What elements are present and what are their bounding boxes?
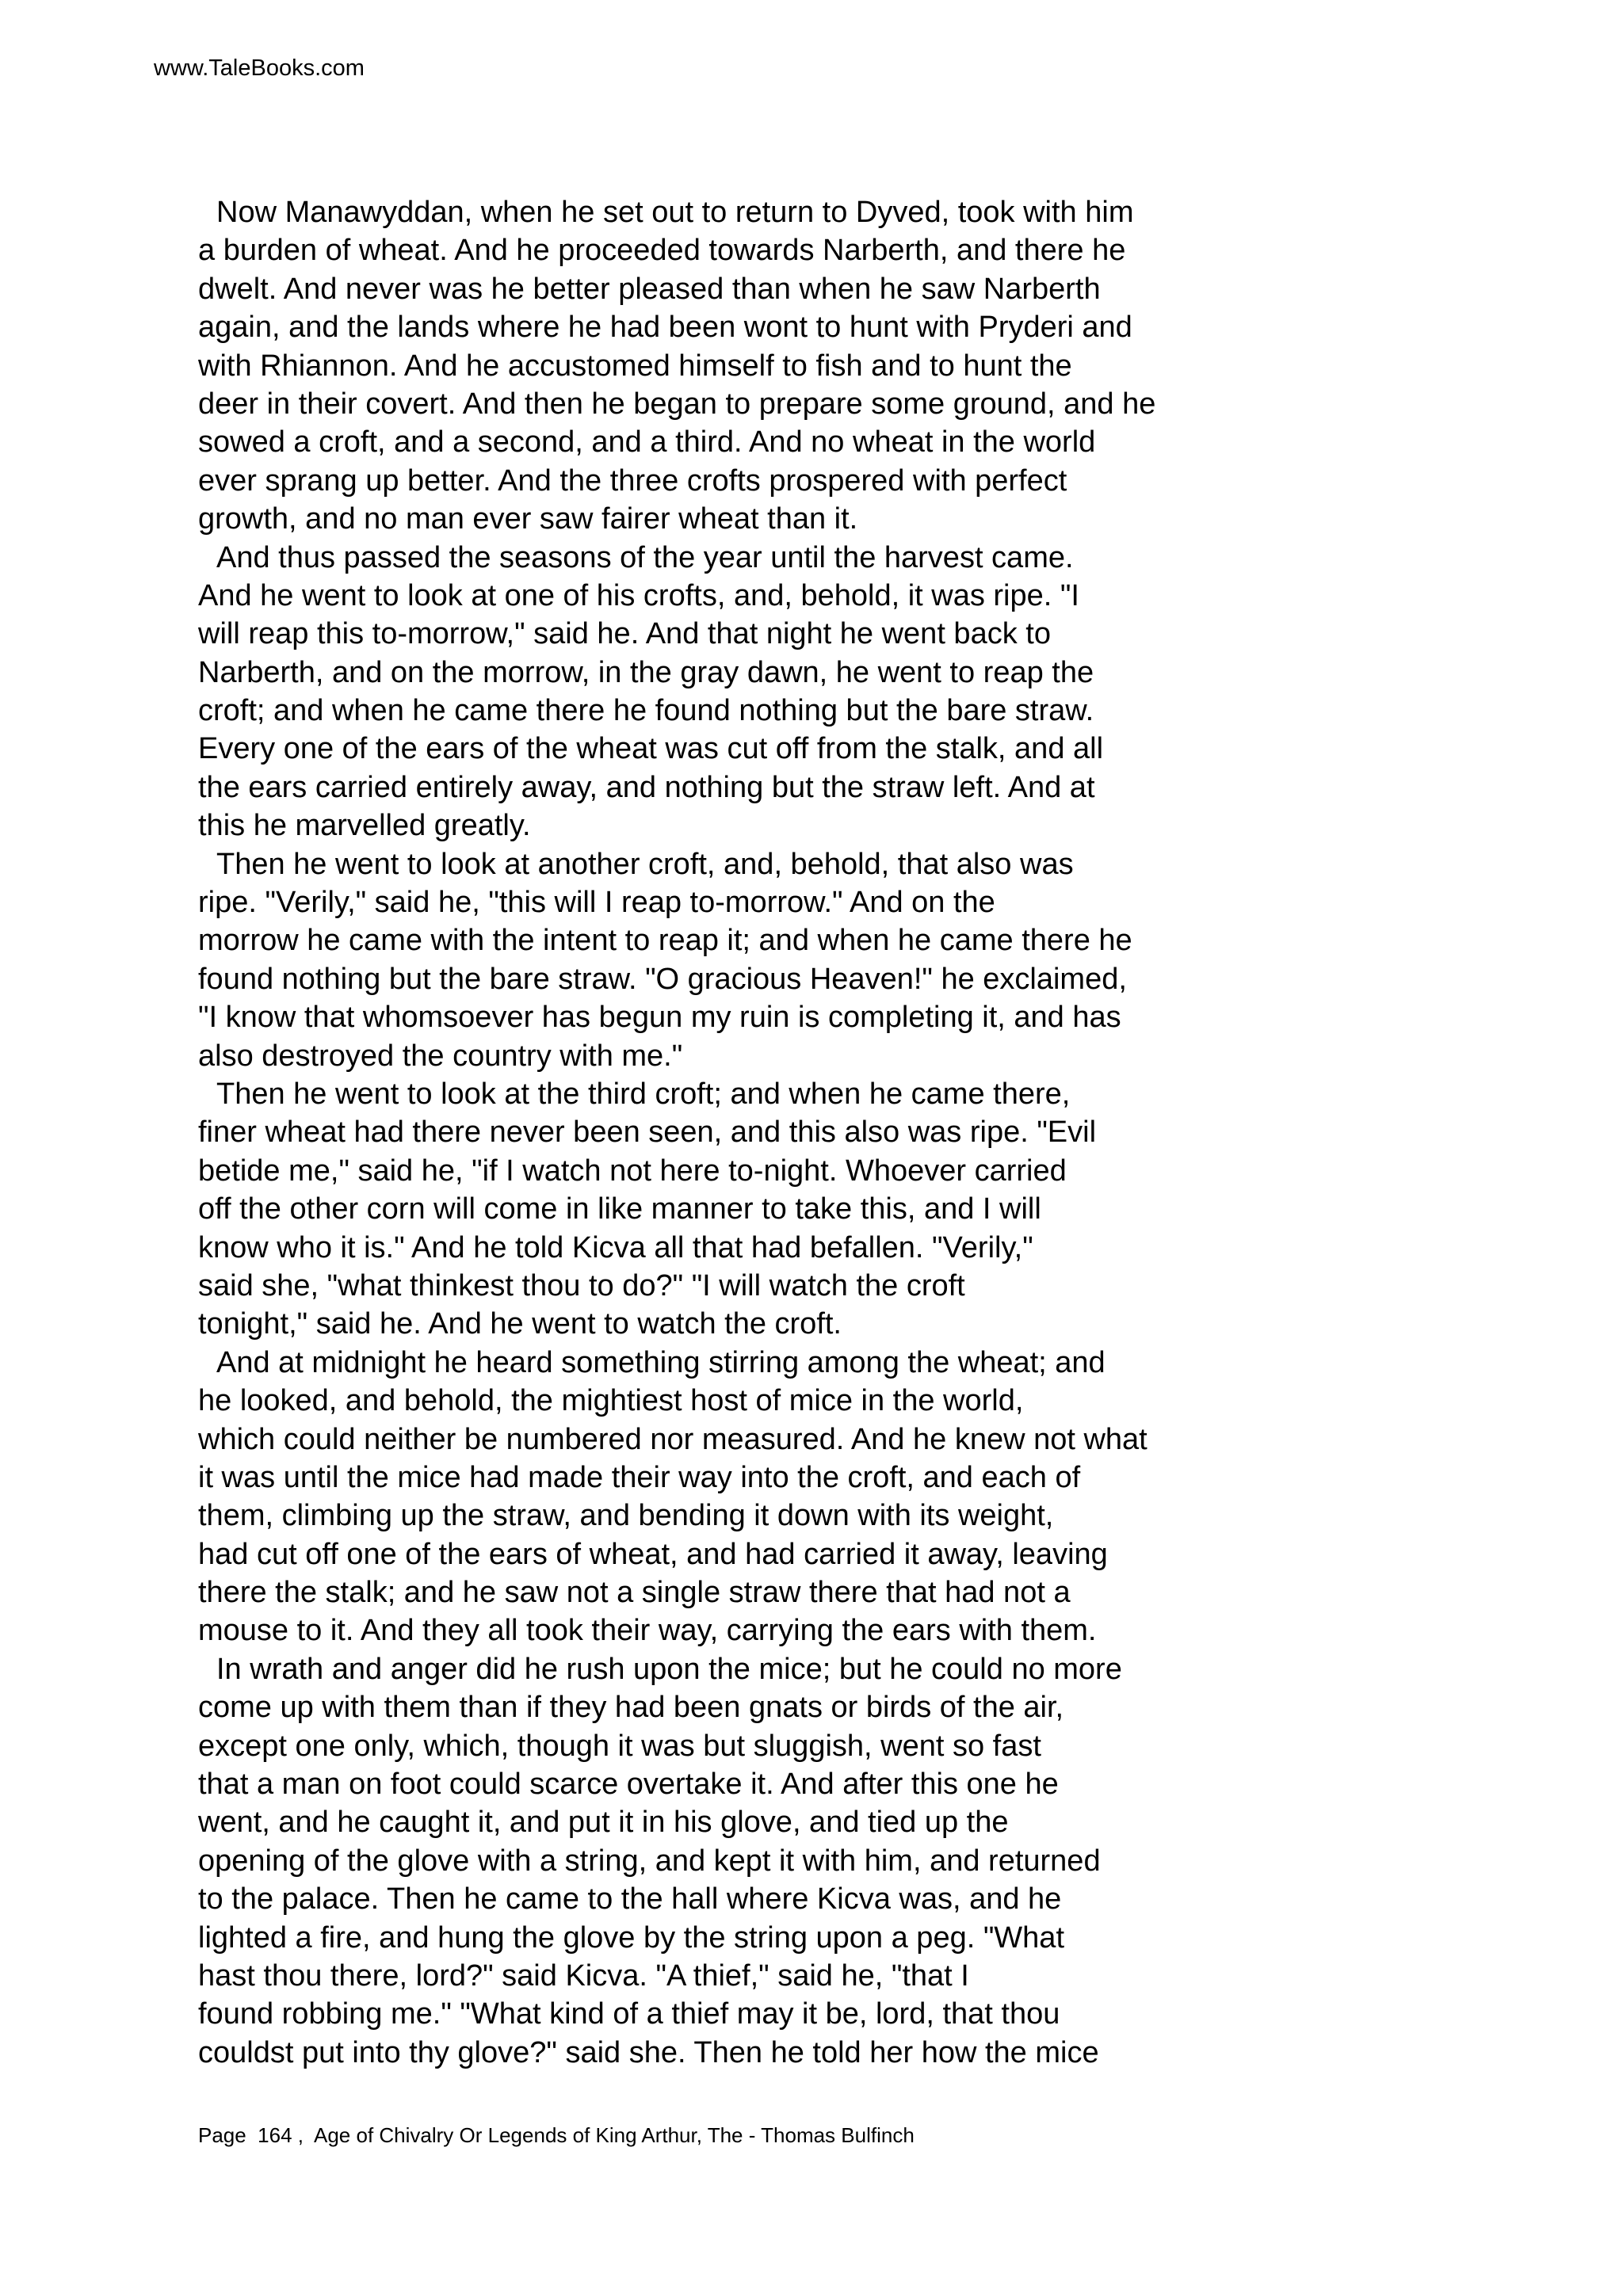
text-line: found nothing but the bare straw. "O gracious Heaven!" he exclaimed,: [198, 962, 1127, 996]
text-line: "I know that whomsoever has begun my ruin is completing it, and has: [198, 1001, 1121, 1035]
text-line: found robbing me." "What kind of a thief may it be, lord, that thou: [198, 1997, 1060, 2031]
text-line: to the palace. Then he came to the hall where Kicva was, and he: [198, 1882, 1062, 1917]
site-url: www.TaleBooks.com: [154, 55, 365, 81]
text-line: ever sprang up better. And the three crofts prospered with perfect: [198, 463, 1067, 498]
paragraph: [198, 1344, 1561, 1650]
text-line: off the other corn will come in like manner to take this, and I will: [198, 1192, 1041, 1226]
text-line: Narberth, and on the morrow, in the gray dawn, he went to reap the: [198, 655, 1094, 689]
text-line: except one only, which, though it was but sluggish, went so fast: [198, 1729, 1041, 1763]
text-line: he looked, and behold, the mightiest host of mice in the world,: [198, 1384, 1024, 1418]
text-line: In wrath and anger did he rush upon the mice; but he could no more: [216, 1652, 1122, 1686]
text-line: will reap this to-morrow," said he. And that night he went back to: [198, 617, 1051, 651]
text-line: deer in their covert. And then he began to prepare some ground, and he: [198, 387, 1156, 421]
text-line: ripe. "Verily," said he, "this will I reap to-morrow." And on the: [198, 886, 995, 920]
text-line: betide me," said he, "if I watch not here to-night. Whoever carried: [198, 1154, 1067, 1188]
text-line: And he went to look at one of his crofts, and, behold, it was ripe. "I: [198, 578, 1079, 612]
text-line: And at midnight he heard something stirring among the wheat; and: [216, 1345, 1106, 1379]
text-line: finer wheat had there never been seen, and this also was ripe. "Evil: [198, 1116, 1097, 1150]
text-line: croft; and when he came there he found nothing but the bare straw.: [198, 694, 1094, 728]
text-line: know who it is." And he told Kicva all that had befallen. "Verily,": [198, 1230, 1033, 1264]
text-line: went, and he caught it, and put it in his glove, and tied up the: [198, 1806, 1009, 1840]
text-line: it was until the mice had made their way into the croft, and each of: [198, 1460, 1081, 1494]
text-line: again, and the lands where he had been wont to hunt with Pryderi and: [198, 311, 1132, 345]
text-line: mouse to it. And they all took their way, carrying the ears with them.: [198, 1614, 1097, 1648]
text-line: morrow he came with the intent to reap it; and when he came there he: [198, 924, 1132, 958]
text-line: growth, and no man ever saw fairer wheat than it.: [198, 502, 858, 536]
text-line: come up with them than if they had been gnats or birds of the air,: [198, 1691, 1064, 1725]
text-line: tonight," said he. And he went to watch the croft.: [198, 1307, 842, 1341]
paragraph: [198, 193, 1561, 539]
text-line: had cut off one of the ears of wheat, and had carried it away, leaving: [198, 1537, 1108, 1571]
paragraph: [198, 1075, 1561, 1344]
paragraph: [198, 845, 1561, 1075]
text-line: the ears carried entirely away, and nothing but the straw left. And at: [198, 770, 1095, 804]
text-line: Every one of the ears of the wheat was cut off from the stalk, and all: [198, 732, 1104, 766]
text-line: opening of the glove with a string, and kept it with him, and returned: [198, 1844, 1101, 1878]
text-line: with Rhiannon. And he accustomed himself to fish and to hunt the: [198, 349, 1072, 383]
text-line: a burden of wheat. And he proceeded towards Narberth, and there he: [198, 234, 1126, 268]
text-line: hast thou there, lord?" said Kicva. "A thief," said he, "that I: [198, 1958, 969, 1993]
paragraph: [198, 539, 1561, 845]
text-line: which could neither be numbered nor measured. And he knew not what: [198, 1422, 1148, 1456]
text-line: couldst put into thy glove?" said she. Then he told her how the mice: [198, 2035, 1099, 2069]
text-line: And thus passed the seasons of the year until the harvest came.: [216, 540, 1074, 574]
text-line: Then he went to look at the third croft; and when he came there,: [216, 1077, 1071, 1111]
text-line: them, climbing up the straw, and bending it down with its weight,: [198, 1499, 1054, 1533]
text-line: there the stalk; and he saw not a single straw there that had not a: [198, 1576, 1071, 1610]
page-body: [198, 193, 1561, 2072]
page-footer: Page 164 , Age of Chivalry Or Legends of King Arthur, The - Thomas Bulfinch: [198, 2123, 915, 2147]
text-line: dwelt. And never was he better pleased than when he saw Narberth: [198, 272, 1101, 306]
text-line: Now Manawyddan, when he set out to return to Dyved, took with him: [216, 196, 1134, 229]
text-line: said she, "what thinkest thou to do?" "I will watch the croft: [198, 1268, 965, 1302]
text-line: Then he went to look at another croft, and, behold, that also was: [216, 847, 1074, 881]
text-line: sowed a croft, and a second, and a third. And no wheat in the world: [198, 425, 1096, 460]
paragraph: [198, 1650, 1561, 2072]
text-line: that a man on foot could scarce overtake it. And after this one he: [198, 1768, 1059, 1802]
text-line: also destroyed the country with me.": [198, 1039, 683, 1073]
text-line: lighted a fire, and hung the glove by the string upon a peg. "What: [198, 1920, 1065, 1955]
text-line: this he marvelled greatly.: [198, 809, 531, 843]
